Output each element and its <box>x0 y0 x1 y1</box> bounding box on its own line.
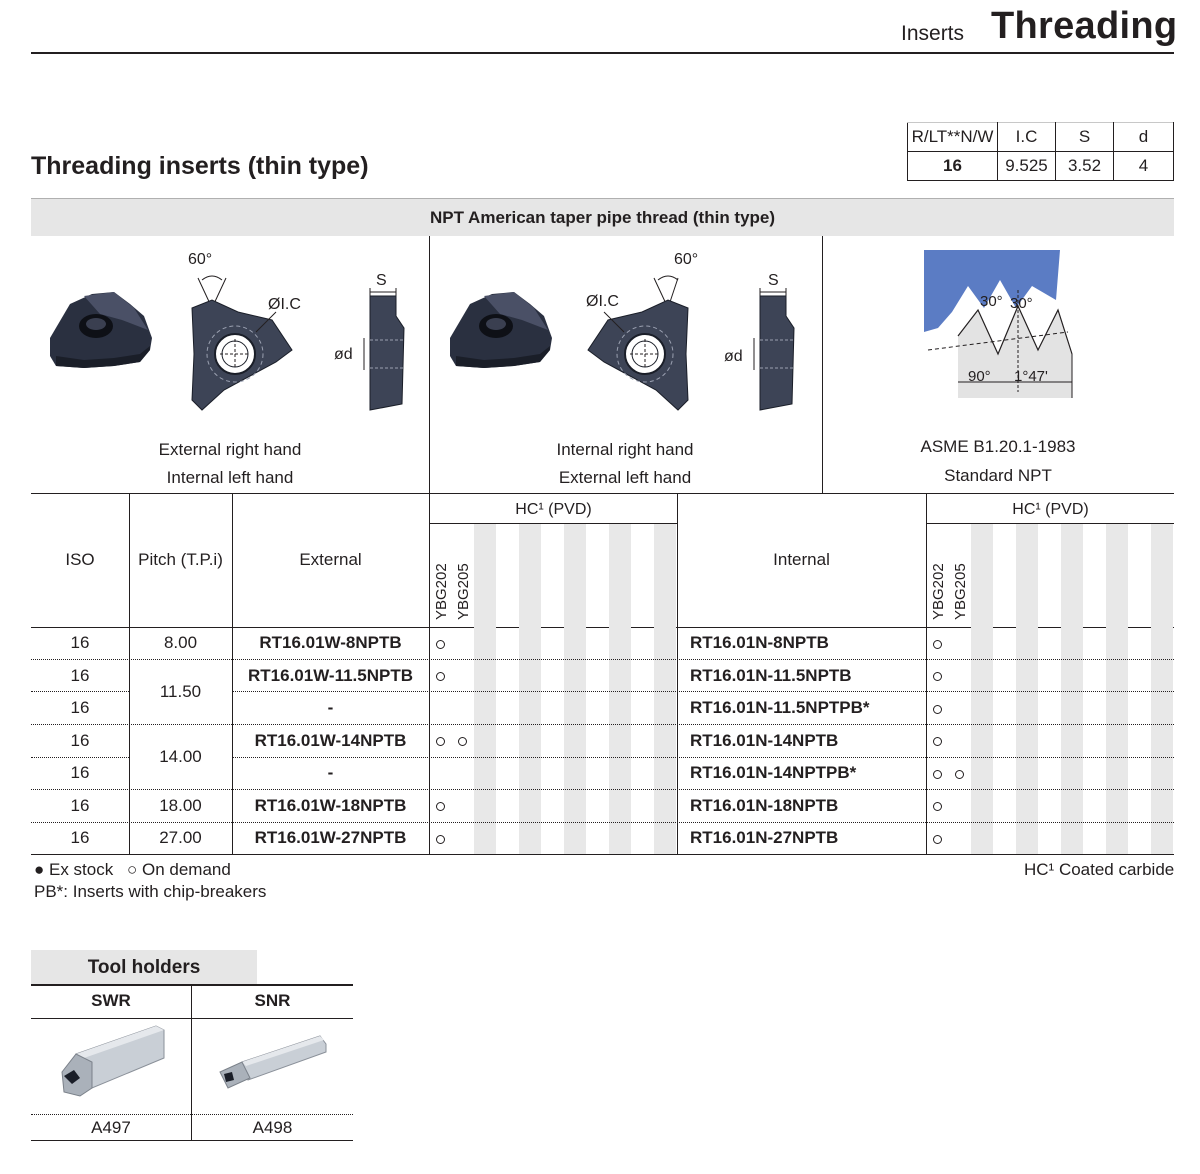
insert-side-view-internal <box>720 272 802 414</box>
spec-header-type: R/LT**N/W <box>908 123 998 152</box>
tool-holders-title: Tool holders <box>87 957 201 978</box>
npt-angle-2: 30° <box>1010 295 1033 312</box>
row-external-code: RT16.01W-27NPTB <box>254 828 407 847</box>
caption-middle-2: External left hand <box>558 468 692 487</box>
on-demand-mark <box>436 640 445 649</box>
spec-header-s: S <box>1056 123 1114 152</box>
insert-top-view-external <box>180 250 300 415</box>
npt-angle-1: 30° <box>980 293 1003 310</box>
on-demand-mark <box>933 705 942 714</box>
holder-image-snr <box>212 1028 332 1098</box>
spec-value-d: 4 <box>1114 152 1174 181</box>
col-header-iso: ISO <box>65 550 95 569</box>
npt-right-angle: 90° <box>968 368 991 385</box>
ic-label: ØI.C <box>586 293 619 310</box>
row-external-code: RT16.01W-8NPTB <box>259 633 402 652</box>
hc-group-rule-external <box>430 523 677 524</box>
grade-label-ybg202: YBG202 <box>433 563 450 620</box>
caption-left-1: External right hand <box>158 440 302 459</box>
picture-divider <box>822 236 823 494</box>
grid-header-rule <box>31 627 1174 628</box>
row-internal-code: RT16.01N-11.5NPTPB* <box>690 698 870 717</box>
insert-3d-image-internal <box>444 286 556 376</box>
holder-image-swr <box>56 1022 168 1106</box>
d-label: ød <box>724 348 743 365</box>
on-demand-mark <box>933 770 942 779</box>
col-header-external: External <box>299 550 362 569</box>
grade-label-ybg202: YBG202 <box>930 563 947 620</box>
on-demand-mark <box>933 835 942 844</box>
on-demand-mark <box>933 672 942 681</box>
s-label: S <box>768 272 779 289</box>
col-header-pitch: Pitch (T.P.i) <box>138 550 223 569</box>
row-pitch: 11.50 <box>159 682 202 701</box>
on-demand-mark <box>436 672 445 681</box>
row-internal-code: RT16.01N-27NPTB <box>690 828 839 847</box>
holder-ref-swr[interactable]: A497 <box>91 1118 131 1137</box>
caption-right-1: ASME B1.20.1-1983 <box>920 437 1076 456</box>
ic-label: ØI.C <box>268 296 301 313</box>
row-internal-code: RT16.01N-14NPTPB* <box>690 763 857 782</box>
header-title: Threading <box>991 5 1178 47</box>
caption-right-2: Standard NPT <box>944 466 1052 485</box>
insert-3d-image-external <box>44 286 156 376</box>
thread-type-band <box>31 198 1174 236</box>
legend-hc-note: HC¹ Coated carbide <box>1024 860 1175 879</box>
on-demand-mark <box>933 802 942 811</box>
on-demand-mark <box>933 640 942 649</box>
grade-label-ybg205: YBG205 <box>455 563 472 620</box>
insert-side-view-external <box>330 272 412 414</box>
grade-label-ybg205: YBG205 <box>952 563 969 620</box>
row-iso: 16 <box>70 698 90 717</box>
page-title: Threading inserts (thin type) <box>31 152 369 180</box>
row-iso: 16 <box>70 828 90 847</box>
legend-ex-stock: ● Ex stock <box>34 860 114 879</box>
on-demand-mark <box>436 835 445 844</box>
grid-bottom-rule <box>31 854 1174 855</box>
header-section-label: Inserts <box>901 22 965 45</box>
row-pitch: 18.00 <box>159 796 202 815</box>
spec-value-ic: 9.525 <box>998 152 1056 181</box>
row-external-code: RT16.01W-14NPTB <box>254 731 407 750</box>
row-internal-code: RT16.01N-14NPTB <box>690 731 839 750</box>
angle-label: 60° <box>674 251 699 268</box>
row-internal-code: RT16.01N-11.5NPTB <box>690 666 852 685</box>
spec-header-d: d <box>1114 123 1174 152</box>
row-iso: 16 <box>70 796 90 815</box>
legend-pb-note: PB*: Inserts with chip-breakers <box>34 882 267 901</box>
row-iso: 16 <box>70 763 90 782</box>
row-pitch: 8.00 <box>163 633 198 652</box>
angle-label: 60° <box>188 251 213 268</box>
on-demand-mark <box>458 737 467 746</box>
on-demand-mark <box>436 737 445 746</box>
row-iso: 16 <box>70 731 90 750</box>
hc-group-header-internal: HC¹ (PVD) <box>1012 501 1089 518</box>
npt-taper-angle: 1°47' <box>1014 368 1048 385</box>
npt-thread-profile-diagram <box>918 250 1080 400</box>
spec-table <box>907 122 1174 181</box>
row-pitch: 27.00 <box>159 828 202 847</box>
holder-ref-snr[interactable]: A498 <box>252 1118 293 1137</box>
tool-holders-band <box>31 950 257 984</box>
picture-divider <box>429 236 430 494</box>
row-external-code: RT16.01W-11.5NPTB <box>248 666 413 685</box>
row-external-code: RT16.01W-18NPTB <box>254 796 407 815</box>
hc-group-header-external: HC¹ (PVD) <box>515 501 592 518</box>
holder-name-snr: SNR <box>254 991 291 1010</box>
spec-header-ic: I.C <box>998 123 1056 152</box>
on-demand-mark <box>955 770 964 779</box>
hc-group-rule-internal <box>927 523 1174 524</box>
row-pitch: 14.00 <box>159 747 202 766</box>
on-demand-mark <box>933 737 942 746</box>
holder-name-swr: SWR <box>91 991 131 1010</box>
caption-middle-1: Internal right hand <box>556 440 694 459</box>
row-external-code: - <box>327 698 334 717</box>
spec-value-s: 3.52 <box>1056 152 1114 181</box>
grid-top-rule <box>31 493 1174 494</box>
row-internal-code: RT16.01N-8NPTB <box>690 633 829 652</box>
row-internal-code: RT16.01N-18NPTB <box>690 796 839 815</box>
insert-top-view-internal <box>580 250 700 415</box>
row-external-code: - <box>327 763 334 782</box>
thread-type-title: NPT American taper pipe thread (thin type) <box>429 208 776 227</box>
spec-value-type: 16 <box>908 152 998 181</box>
d-label: ød <box>334 346 353 363</box>
on-demand-mark <box>436 802 445 811</box>
row-iso: 16 <box>70 633 90 652</box>
col-header-internal: Internal <box>773 550 830 569</box>
header-rule <box>31 52 1174 54</box>
row-iso: 16 <box>70 666 90 685</box>
s-label: S <box>376 272 387 289</box>
legend-on-demand: ○ On demand <box>127 860 231 879</box>
caption-left-2: Internal left hand <box>166 468 294 487</box>
